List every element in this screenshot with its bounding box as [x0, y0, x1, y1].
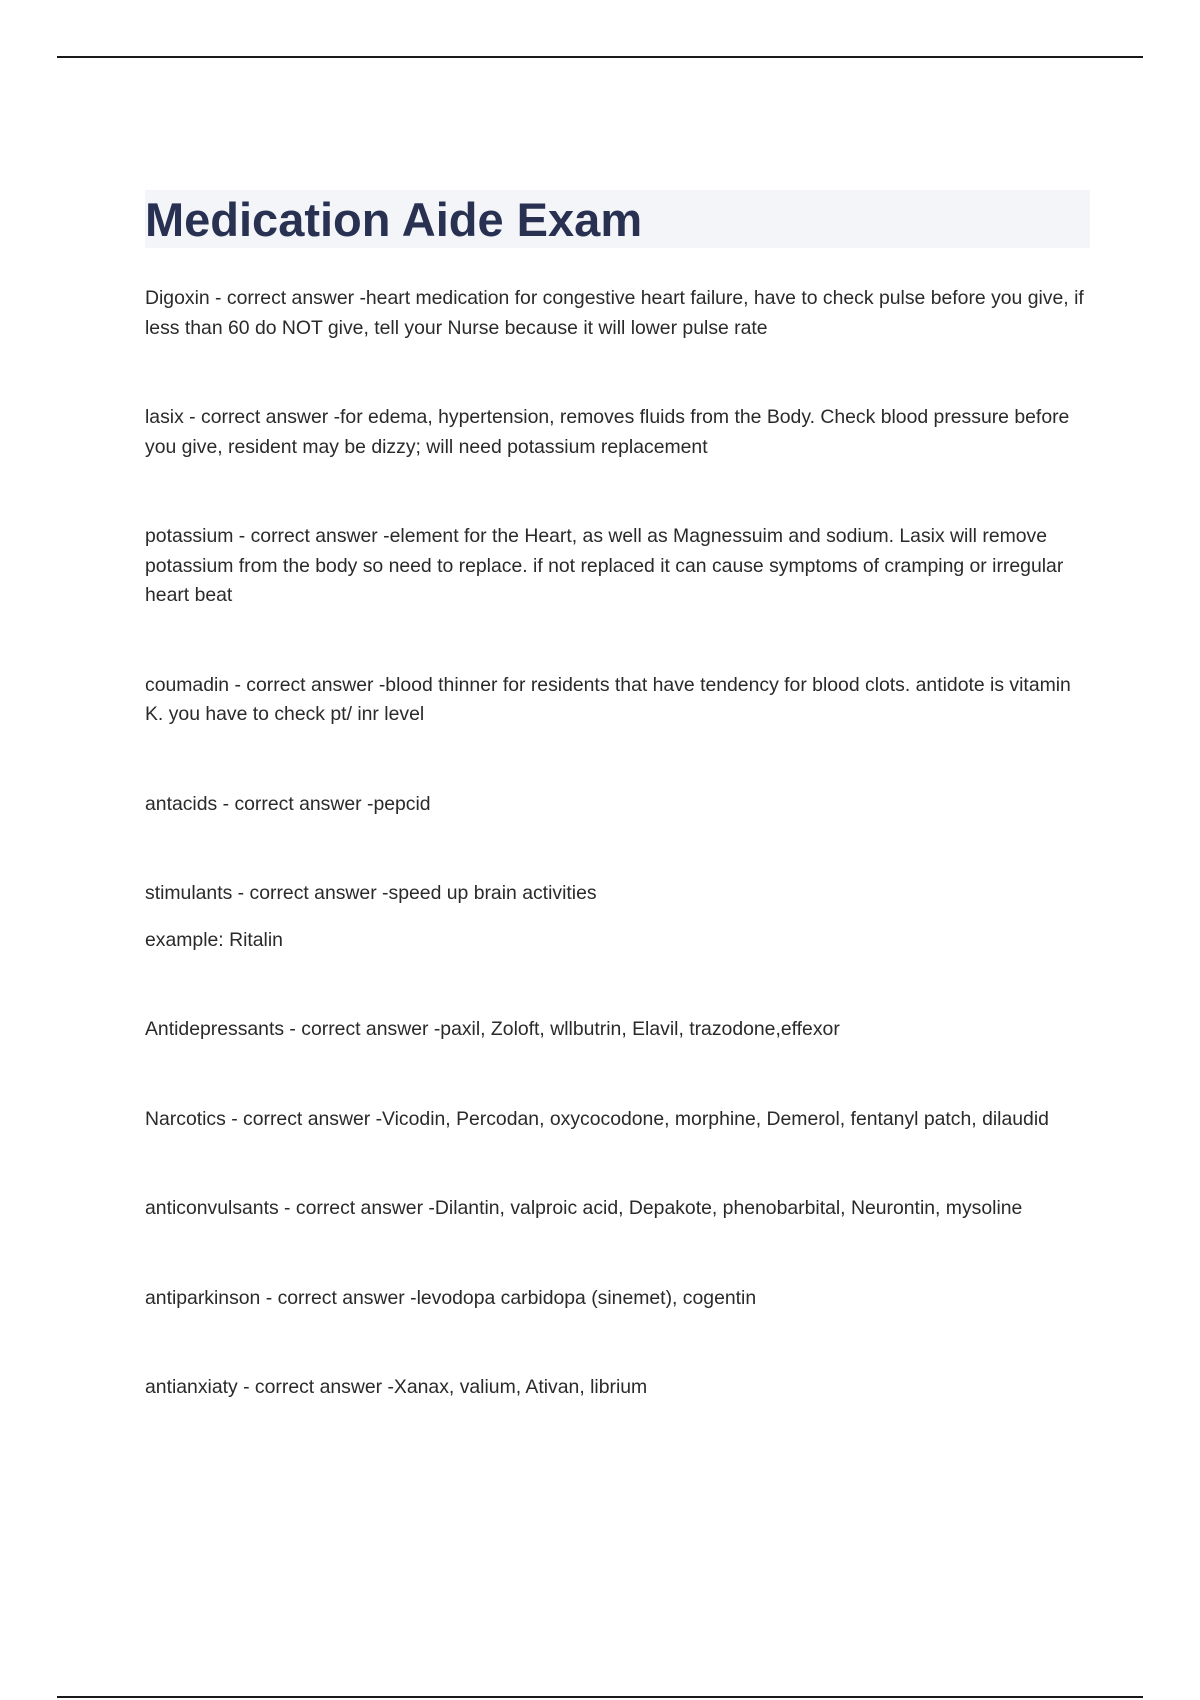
entry-narcotics [145, 1105, 1090, 1135]
entry-text: antacids - correct answer -pepcid [145, 792, 431, 815]
document-title: Medication Aide Exam [145, 192, 643, 246]
header-rule [57, 56, 1143, 58]
title-banner [145, 190, 1090, 248]
entry-lasix [145, 403, 1090, 462]
entry-antidepressants [145, 1015, 1090, 1045]
footer-rule [57, 1696, 1143, 1698]
document-body [145, 190, 1090, 1403]
entry-coumadin [145, 671, 1090, 730]
entry-text: potassium - correct answer -element for the Heart, as well as Magnessuim and sodium. Lasix will remove potassium from the body so need to replace. if not replaced it can cause symptoms of cramping or irregular heart beat [145, 525, 1064, 606]
entry-example: example: Ritalin [145, 928, 283, 951]
entry-text: lasix - correct answer -for edema, hypertension, removes fluids from the Body. Check blood pressure before you give, resident may be dizzy; will need potassium replacement [145, 406, 1070, 458]
entry-text: stimulants - correct answer -speed up brain activities [145, 882, 597, 904]
entry-antacids [145, 790, 1090, 820]
entry-potassium [145, 522, 1090, 611]
entry-text: anticonvulsants - correct answer -Dilantin, valproic acid, Depakote, phenobarbital, Neurontin, mysoline [145, 1197, 1023, 1219]
entry-text: Antidepressants - correct answer -paxil, Zoloft, wllbutrin, Elavil, trazodone,effexor [145, 1018, 840, 1040]
entry-list [145, 284, 1090, 1403]
entry-text: Narcotics - correct answer -Vicodin, Percodan, oxycocodone, morphine, Demerol, fentanyl patch, dilaudid [145, 1107, 1049, 1130]
entry-antianxiaty [145, 1373, 1090, 1403]
entry-anticonvulsants [145, 1194, 1090, 1224]
entry-antiparkinson [145, 1284, 1090, 1314]
entry-digoxin [145, 284, 1090, 343]
entry-text: antianxiaty - correct answer -Xanax, valium, Ativan, librium [145, 1376, 648, 1398]
entry-text: coumadin - correct answer -blood thinner for residents that have tendency for blood clots. antidote is vitamin K. you have to check pt/ inr level [145, 673, 1071, 725]
entry-stimulants [145, 879, 1090, 955]
entry-text: Digoxin - correct answer -heart medication for congestive heart failure, have to check pulse before you give, if less than 60 do NOT give, tell your Nurse because it will lower pulse rate [145, 287, 1084, 339]
entry-text: antiparkinson - correct answer -levodopa carbidopa (sinemet), cogentin [145, 1286, 757, 1309]
